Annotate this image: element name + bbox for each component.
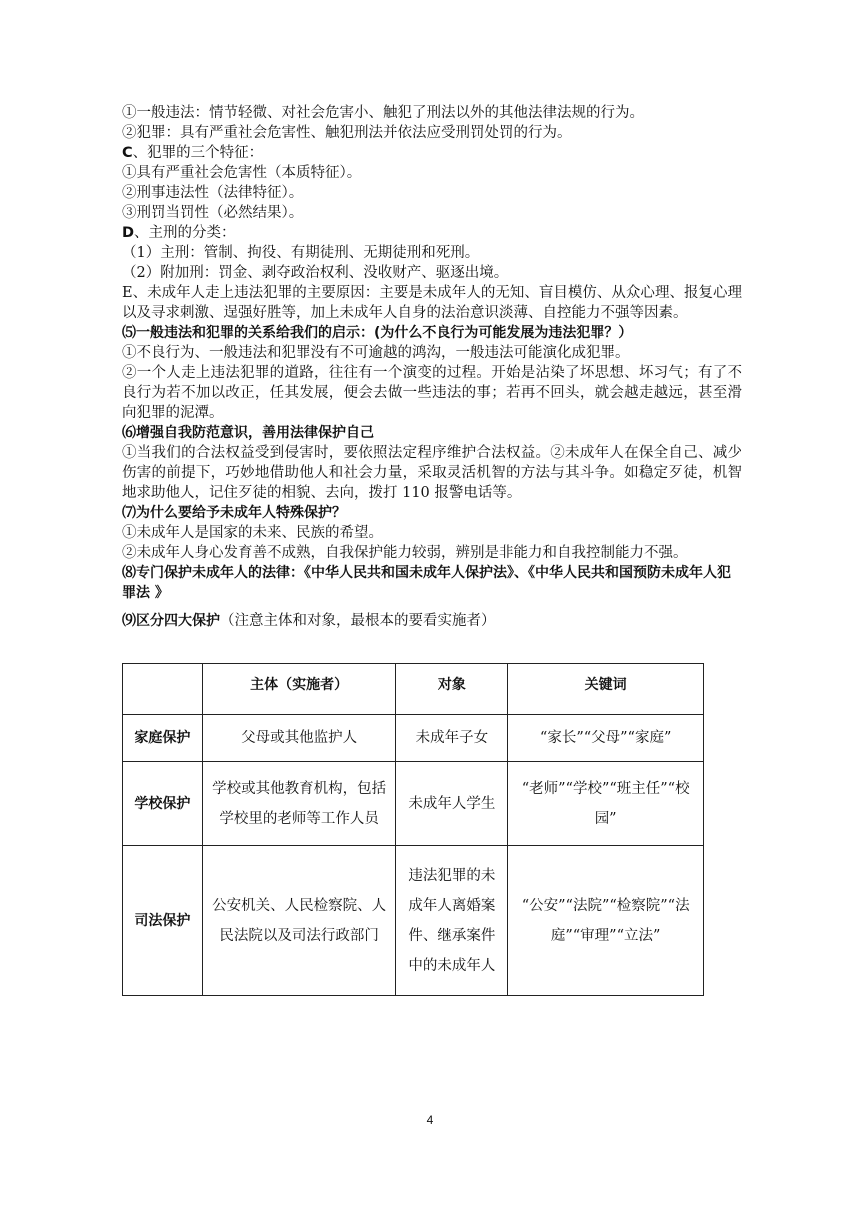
row-keywords: “家长”“父母”“家庭” bbox=[508, 715, 704, 762]
paragraph-5b: ②一个人走上违法犯罪的道路，往往有一个演变的过程。开始是沾染了坏思想、坏习气；有了不良行为若不加以改正，任其发展，便会去做一些违法的事；若再不回头，就会越走越远，甚至滑向犯罪的泥潭。 bbox=[122, 365, 742, 421]
text-line: （1）主刑：管制、拘役、有期徒刑、无期徒刑和死刑。 bbox=[122, 245, 480, 261]
section-d-title bbox=[122, 223, 742, 243]
section-letter: D bbox=[122, 225, 135, 241]
heading-7: ⑺为什么要给予未成年人特殊保护？ bbox=[122, 505, 346, 521]
table-row bbox=[123, 762, 704, 846]
protection-table bbox=[122, 663, 704, 996]
paragraph-6: ①当我们的合法权益受到侵害时，要依照法定程序维护合法权益。②未成年人在保全自己、减少伤害的前提下，巧妙地借助他人和社会力量，采取灵活机智的方法与其斗争。如稳定歹徒，机智地求助他人，记住歹徒的相貌、去向，拨打 110 报警电话等。 bbox=[122, 445, 742, 501]
text-line: ①具有严重社会危害性（本质特征）。 bbox=[122, 165, 362, 181]
row-object: 未成年人学生 bbox=[396, 762, 508, 846]
row-subject: 公安机关、人民检察院、人民法院以及司法行政部门 bbox=[202, 846, 396, 996]
section-d-label: 、主刑的分类： bbox=[134, 225, 236, 241]
header-cell-keywords: 关键词 bbox=[508, 664, 704, 715]
text-line: ①未成年人是国家的未来、民族的希望。 bbox=[122, 525, 383, 541]
table-header-row bbox=[123, 664, 704, 715]
row-subject: 父母或其他监护人 bbox=[202, 715, 396, 762]
heading-6: ⑹增强自我防范意识，善用法律保护自己 bbox=[122, 425, 374, 441]
text-line: ②刑事违法性（法律特征）。 bbox=[122, 185, 304, 201]
row-name: 学校保护 bbox=[123, 762, 203, 846]
row-name: 家庭保护 bbox=[123, 715, 203, 762]
heading-5: ⑸一般违法和犯罪的关系给我们的启示：(为什么不良行为可能发展为违法犯罪？） bbox=[122, 325, 633, 341]
document-body bbox=[122, 103, 742, 631]
header-cell-empty bbox=[123, 664, 203, 715]
table-row bbox=[123, 846, 704, 996]
section-c-label: 、犯罪的三个特征： bbox=[132, 145, 264, 161]
row-name: 司法保护 bbox=[123, 846, 203, 996]
row-object: 违法犯罪的未成年人离婚案件、继承案件中的未成年人 bbox=[396, 846, 508, 996]
heading-8: ⑻专门保护未成年人的法律：《中华人民共和国未成年人保护法》、《中华人民共和国预防未成年人犯罪法 》 bbox=[122, 565, 731, 601]
text-line: ①不良行为、一般违法和犯罪没有不可逾越的鸿沟，一般违法可能演化成犯罪。 bbox=[122, 345, 630, 361]
section-c-title bbox=[122, 143, 742, 163]
section-letter: C bbox=[122, 145, 133, 161]
header-cell-object: 对象 bbox=[396, 664, 508, 715]
row-keywords: “公安”“法院”“检察院”“法庭”“审理”“立法” bbox=[508, 846, 704, 996]
table-row bbox=[123, 715, 704, 762]
text-line: ③刑罚当罚性（必然结果）。 bbox=[122, 205, 304, 221]
text-line: ②犯罪：具有严重社会危害性、触犯刑法并依法应受刑罚处罚的行为。 bbox=[122, 125, 572, 141]
header-cell-subject: 主体（实施者） bbox=[202, 664, 396, 715]
heading-9-bold: ⑼区分四大保护 bbox=[122, 613, 220, 629]
text-line: ①一般违法：情节轻微、对社会危害小、触犯了刑法以外的其他法律法规的行为。 bbox=[122, 105, 644, 121]
page-number: 4 bbox=[426, 1113, 434, 1127]
heading-9 bbox=[122, 611, 742, 631]
row-subject: 学校或其他教育机构，包括学校里的老师等工作人员 bbox=[202, 762, 396, 846]
heading-9-note: （注意主体和对象，最根本的要看实施者） bbox=[220, 613, 496, 629]
row-object: 未成年子女 bbox=[396, 715, 508, 762]
text-line: ②未成年人身心发育善不成熟，自我保护能力较弱，辨别是非能力和自我控制能力不强。 bbox=[122, 545, 688, 561]
text-line: （2）附加刑：罚金、剥夺政治权利、没收财产、驱逐出境。 bbox=[122, 265, 509, 281]
section-e-paragraph: E、未成年人走上违法犯罪的主要原因：主要是未成年人的无知、盲目模仿、从众心理、报复心理以及寻求刺激、逞强好胜等，加上未成年人自身的法治意识淡薄、自控能力不强等因素。 bbox=[122, 285, 742, 321]
row-keywords: “老师”“学校”“班主任”“校园” bbox=[508, 762, 704, 846]
